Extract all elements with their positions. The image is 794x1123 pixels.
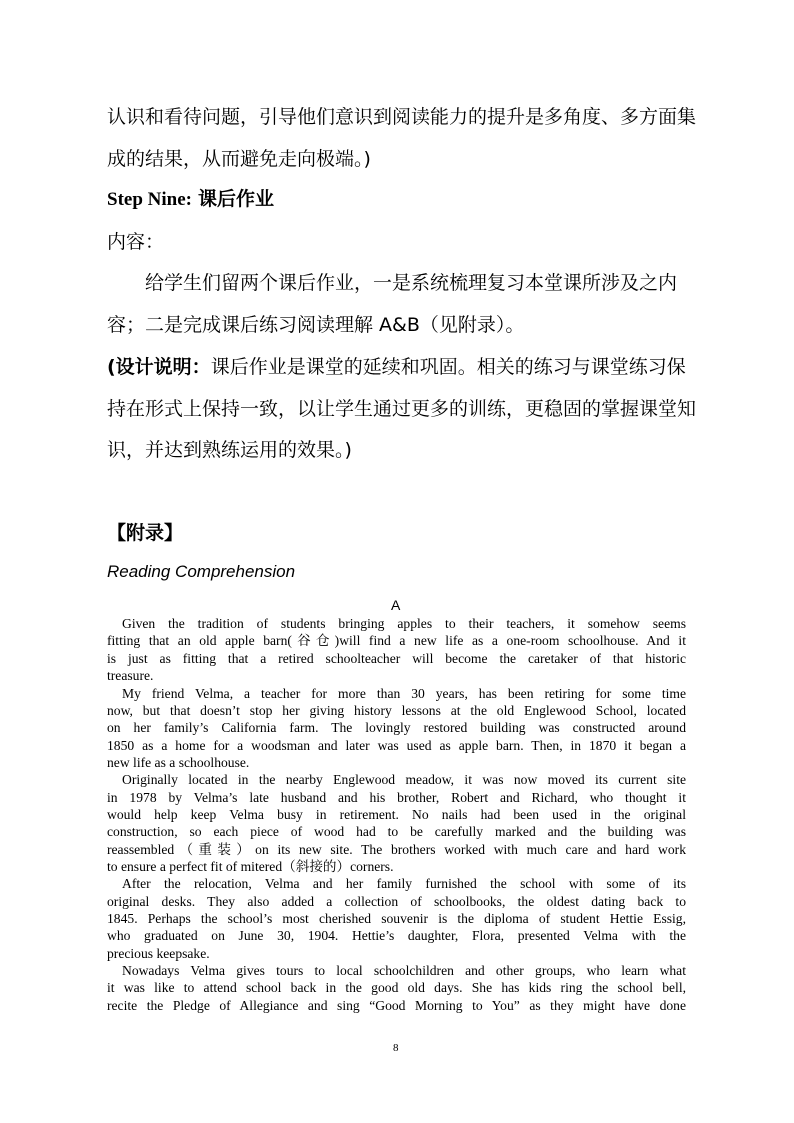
passage-line: on her family’s California farm. The lovingly restored building was constructed around xyxy=(107,720,686,735)
passage-line: is just as fitting that a retired schoolteacher will become the caretaker of that historic xyxy=(107,651,686,666)
passage-line: new life as a schoolhouse. xyxy=(107,755,250,770)
passage-line: 1850 as a home for a woodsman and later was used as apple barn. Then, in 1870 it began a xyxy=(107,738,686,753)
section-title: Reading Comprehension xyxy=(107,562,296,581)
design-note-line-2: 持在形式上保持一致，以让学生通过更多的训练，更稳固的掌握课堂知 xyxy=(107,398,697,420)
passage-line: After the relocation, Velma and her family furnished the school with some of its xyxy=(122,876,686,891)
passage-line: it was like to attend school back in the good old days. She has kids ring the school bell, xyxy=(107,980,686,995)
passage-line: fitting that an old apple barn(谷仓)will find a new life as a one-room schoolhouse. And it xyxy=(107,633,686,648)
design-note-prefix: (设计说明： xyxy=(107,356,211,378)
passage-line: 1845. Perhaps the school’s most cherished souvenir is the diploma of student Hettie Essig, xyxy=(107,911,686,926)
appendix-heading: 【附录】 xyxy=(107,522,184,544)
passage-line: original desks. They also added a collection of schoolbooks, the oldest dating back to xyxy=(107,894,686,909)
page-number: 8 xyxy=(393,1042,399,1054)
passage-line: treasure. xyxy=(107,668,154,683)
design-note-line-1 xyxy=(107,354,697,380)
homework-line-2: 容；二是完成课后练习阅读理解 A&B（见附录）。 xyxy=(107,314,525,336)
passage-line: recite the Pledge of Allegiance and sing “Good Morning to You” as they might have done xyxy=(107,998,686,1013)
content-label: 内容： xyxy=(107,231,165,253)
passage-letter: A xyxy=(391,597,401,613)
passage-line: precious keepsake. xyxy=(107,946,210,961)
homework-line-1: 给学生们留两个课后作业，一是系统梳理复习本堂课所涉及之内 xyxy=(145,272,678,294)
passage-line: construction, so each piece of wood had to be carefully marked and the building was xyxy=(107,824,686,839)
passage-line: Given the tradition of students bringing apples to their teachers, it somehow seems xyxy=(122,616,686,631)
passage-line: in 1978 by Velma’s late husband and his brother, Robert and Richard, who thought it xyxy=(107,790,686,805)
design-note-line-3: 识，并达到熟练运用的效果。) xyxy=(107,439,352,461)
step-label-en: Step Nine: xyxy=(107,189,192,210)
design-note-text: 课后作业是课堂的延续和巩固。相关的练习与课堂练习保 xyxy=(210,356,686,378)
step-heading xyxy=(107,186,697,213)
passage-line: who graduated on June 30, 1904. Hettie’s daughter, Flora, presented Velma with the xyxy=(107,928,686,943)
intro-line-2: 成的结果，从而避免走向极端。) xyxy=(107,148,371,170)
passage-line: My friend Velma, a teacher for more than 30 years, has been retiring for some time xyxy=(122,686,686,701)
passage-line: Originally located in the nearby Englewood meadow, it was now moved its current site xyxy=(122,772,686,787)
passage-line: Nowadays Velma gives tours to local schoolchildren and other groups, who learn what xyxy=(122,963,686,978)
step-label-zh: 课后作业 xyxy=(198,188,275,210)
passage-line: to ensure a perfect fit of mitered（斜接的）corners. xyxy=(107,859,394,874)
passage-line: would help keep Velma busy in retirement. No nails had been used in the original xyxy=(107,807,686,822)
passage-line: now, but that doesn’t stop her giving history lessons at the old Englewood School, located xyxy=(107,703,686,718)
passage-line: reassembled（重装）on its new site. The brothers worked with much care and hard work xyxy=(107,842,686,857)
intro-line-1: 认识和看待问题，引导他们意识到阅读能力的提升是多角度、多方面集 xyxy=(107,106,697,128)
